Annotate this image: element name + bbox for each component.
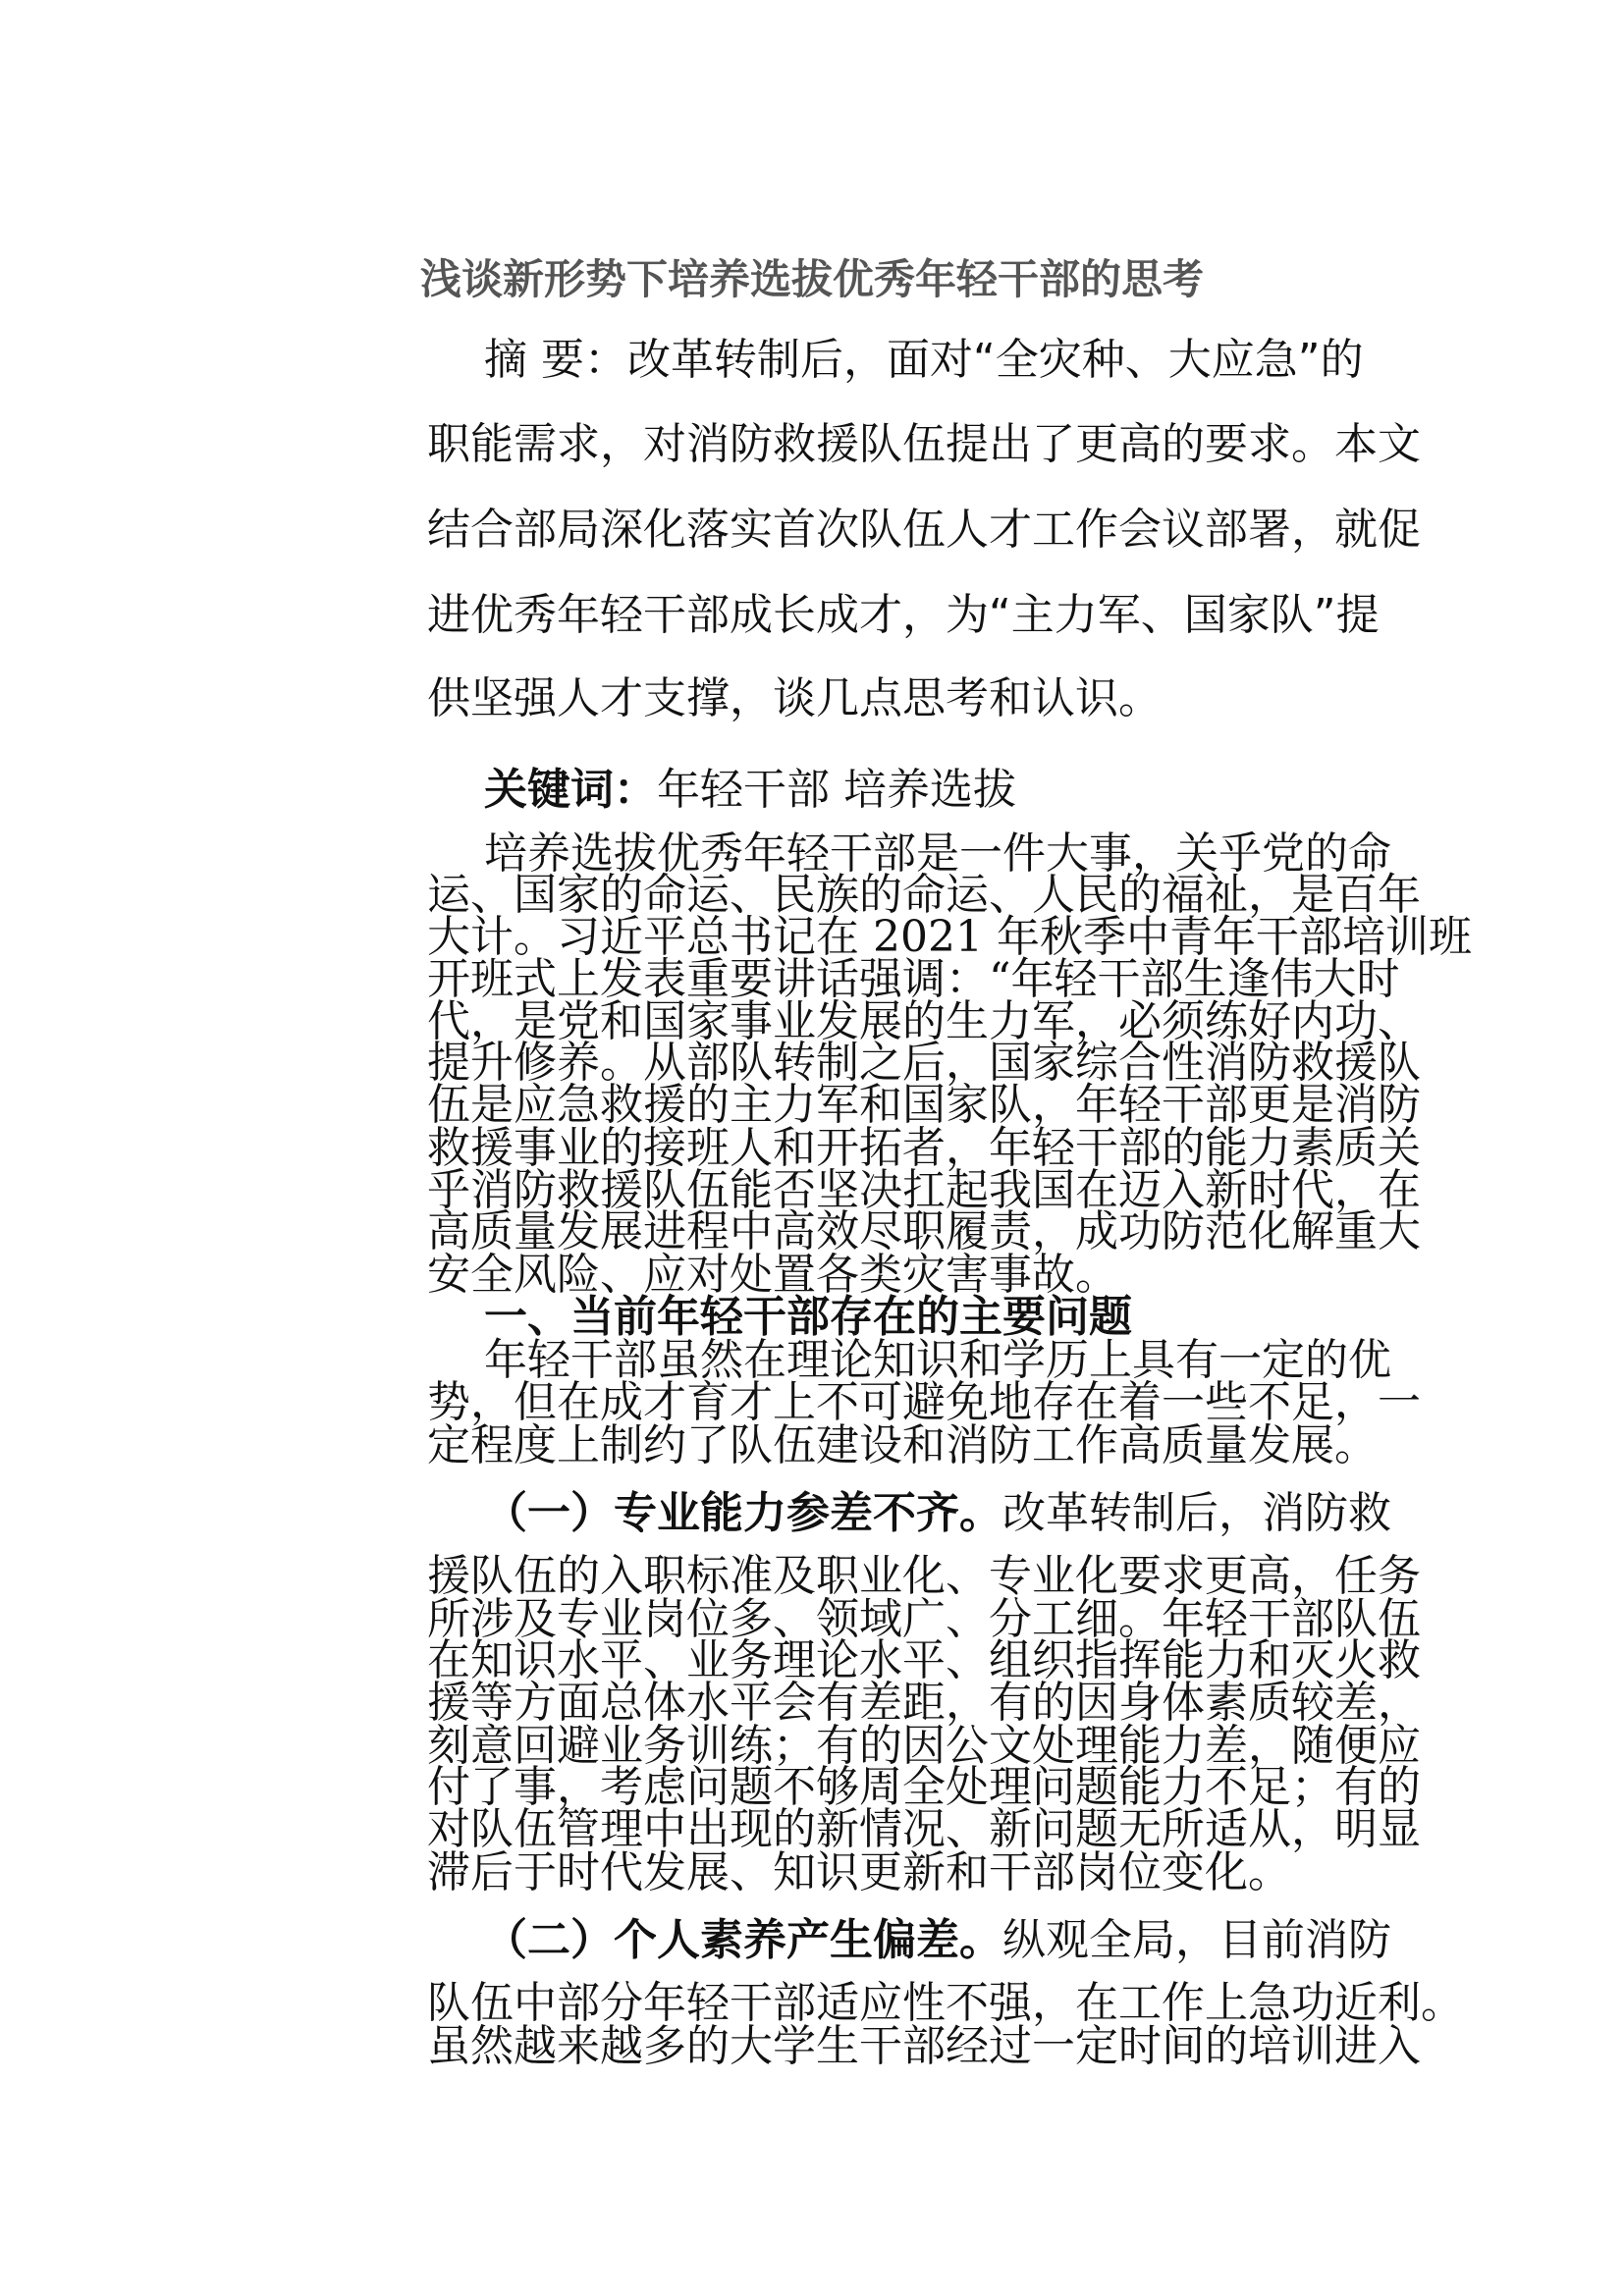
paragraph-line: 年轻干部虽然在理论知识和学历上具有一定的优 bbox=[484, 1335, 1391, 1385]
abstract-line: 进优秀年轻干部成长成才，为“主力军、国家队”提 bbox=[427, 590, 1380, 640]
paragraph-line: 对队伍管理中出现的新情况、新问题无所适从，明显 bbox=[427, 1804, 1421, 1854]
paragraph-line: 提升修养。从部队转制之后，国家综合性消防救援队 bbox=[427, 1038, 1421, 1088]
subheading: 关键词： bbox=[484, 765, 657, 815]
subsection-line bbox=[484, 1915, 1391, 1965]
document-title: 浅谈新形势下培养选拔优秀年轻干部的思考 bbox=[419, 255, 1204, 303]
text: 年轻干部 培养选拔 bbox=[657, 765, 1016, 815]
paragraph-line: 大计。习近平总书记在 2021 年秋季中青年干部培训班 bbox=[427, 912, 1472, 962]
paragraph-line: 救援事业的接班人和开拓者，年轻干部的能力素质关 bbox=[427, 1123, 1421, 1173]
paragraph-line: 援等方面总体水平会有差距，有的因身体素质较差， bbox=[427, 1678, 1421, 1728]
abstract-line: 供坚强人才支撑，谈几点思考和认识。 bbox=[427, 673, 1162, 723]
paragraph-line: 付了事，考虑问题不够周全处理问题能力不足；有的 bbox=[427, 1762, 1421, 1812]
paragraph-line: 滞后于时代发展、知识更新和干部岗位变化。 bbox=[427, 1847, 1291, 1897]
subheading: （二）个人素养产生偏差。 bbox=[484, 1915, 1002, 1965]
paragraph-line: 代，是党和国家事业发展的生力军，必须练好内功、 bbox=[427, 996, 1421, 1046]
paragraph-line: 势，但在成才育才上不可避免地存在着一些不足，一 bbox=[427, 1377, 1421, 1427]
paragraph-line: 高质量发展进程中高效尽职履责，成功防范化解重大 bbox=[427, 1206, 1421, 1256]
subsection-line bbox=[484, 1488, 1391, 1538]
abstract-line: 结合部局深化落实首次队伍人才工作会议部署，就促 bbox=[427, 505, 1421, 555]
abstract-line: 摘 要：改革转制后，面对“全灾种、大应急”的 bbox=[484, 335, 1364, 385]
paragraph-line: 乎消防救援队伍能否坚决扛起我国在迈入新时代，在 bbox=[427, 1165, 1421, 1215]
section-heading: 一、当前年轻干部存在的主要问题 bbox=[484, 1292, 1132, 1342]
paragraph-line: 培养选拔优秀年轻干部是一件大事，关乎党的命 bbox=[484, 828, 1391, 879]
subheading: （一）专业能力参差不齐。 bbox=[484, 1488, 1002, 1538]
paragraph-line: 伍是应急救援的主力军和国家队，年轻干部更是消防 bbox=[427, 1080, 1421, 1130]
paragraph-line: 定程度上制约了队伍建设和消防工作高质量发展。 bbox=[427, 1420, 1378, 1470]
paragraph-line: 安全风险、应对处置各类灾害事故。 bbox=[427, 1250, 1118, 1300]
abstract-line: 职能需求，对消防救援队伍提出了更高的要求。本文 bbox=[427, 419, 1421, 469]
paragraph-line: 队伍中部分年轻干部适应性不强，在工作上急功近利。 bbox=[427, 1978, 1464, 2028]
paragraph-line: 在知识水平、业务理论水平、组织指挥能力和灭火救 bbox=[427, 1635, 1421, 1685]
paragraph-line: 援队伍的入职标准及职业化、专业化要求更高，任务 bbox=[427, 1551, 1421, 1601]
paragraph-line: 开班式上发表重要讲话强调：“年轻干部生逢伟大时 bbox=[427, 954, 1400, 1004]
keywords bbox=[484, 766, 1198, 815]
paragraph-line: 虽然越来越多的大学生干部经过一定时间的培训进入 bbox=[427, 2021, 1421, 2071]
paragraph-line: 刻意回避业务训练；有的因公文处理能力差，随便应 bbox=[427, 1721, 1421, 1771]
text: 纵观全局，目前消防 bbox=[1002, 1915, 1391, 1965]
text: 改革转制后，消防救 bbox=[1002, 1488, 1391, 1538]
paragraph-line: 运、国家的命运、民族的命运、人民的福祉，是百年 bbox=[427, 870, 1421, 920]
paragraph-line: 所涉及专业岗位多、领域广、分工细。年轻干部队伍 bbox=[427, 1594, 1421, 1644]
